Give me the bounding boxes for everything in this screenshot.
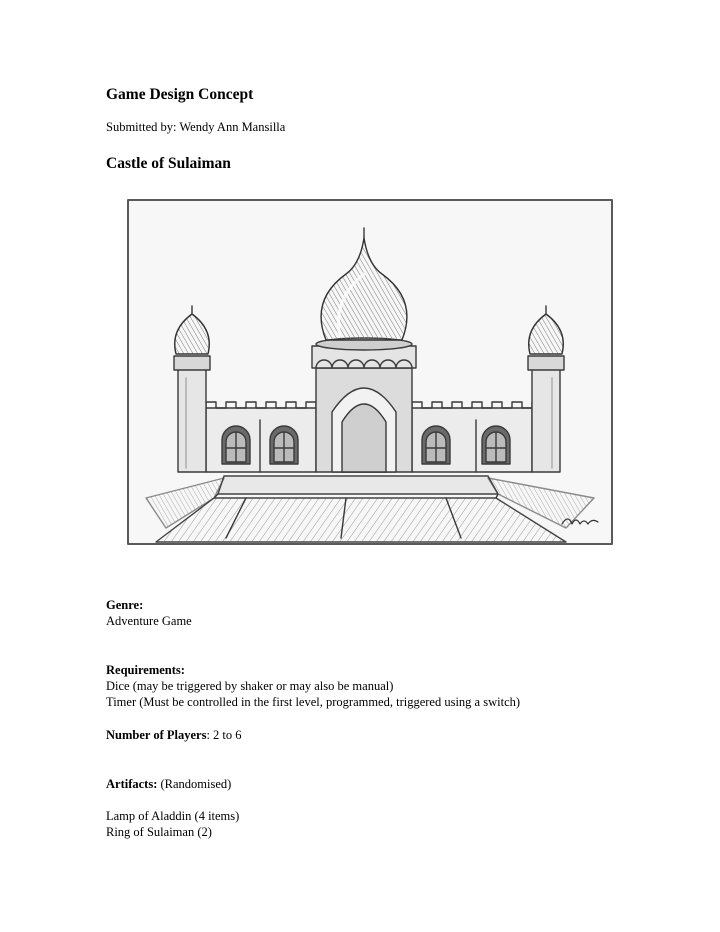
- artifact-item: Ring of Sulaiman (2): [106, 825, 212, 839]
- artifact-item: Lamp of Aladdin (4 items): [106, 809, 240, 823]
- artifacts-note: (Randomised): [157, 777, 232, 791]
- castle-illustration: [126, 198, 614, 546]
- requirements-label: Requirements:: [106, 663, 185, 677]
- right-minaret: [528, 306, 564, 472]
- game-title: Castle of Sulaiman: [106, 155, 231, 172]
- players-label: Number of Players: [106, 728, 207, 742]
- requirement-item: Dice (may be triggered by shaker or may also be manual): [106, 679, 394, 693]
- document-heading: Game Design Concept: [106, 86, 254, 103]
- genre-value: Adventure Game: [106, 614, 192, 628]
- artifacts-line: [106, 776, 231, 793]
- requirement-item: Timer (Must be controlled in the first level, programmed, triggered using a switch): [106, 695, 521, 709]
- players-line: [106, 727, 242, 744]
- ground-plaza: [146, 476, 594, 542]
- artifacts-label: Artifacts:: [106, 777, 158, 791]
- left-minaret: [174, 306, 210, 472]
- genre-label: Genre:: [106, 598, 144, 612]
- submitted-by: Submitted by: Wendy Ann Mansilla: [106, 120, 286, 134]
- players-value: : 2 to 6: [206, 728, 242, 742]
